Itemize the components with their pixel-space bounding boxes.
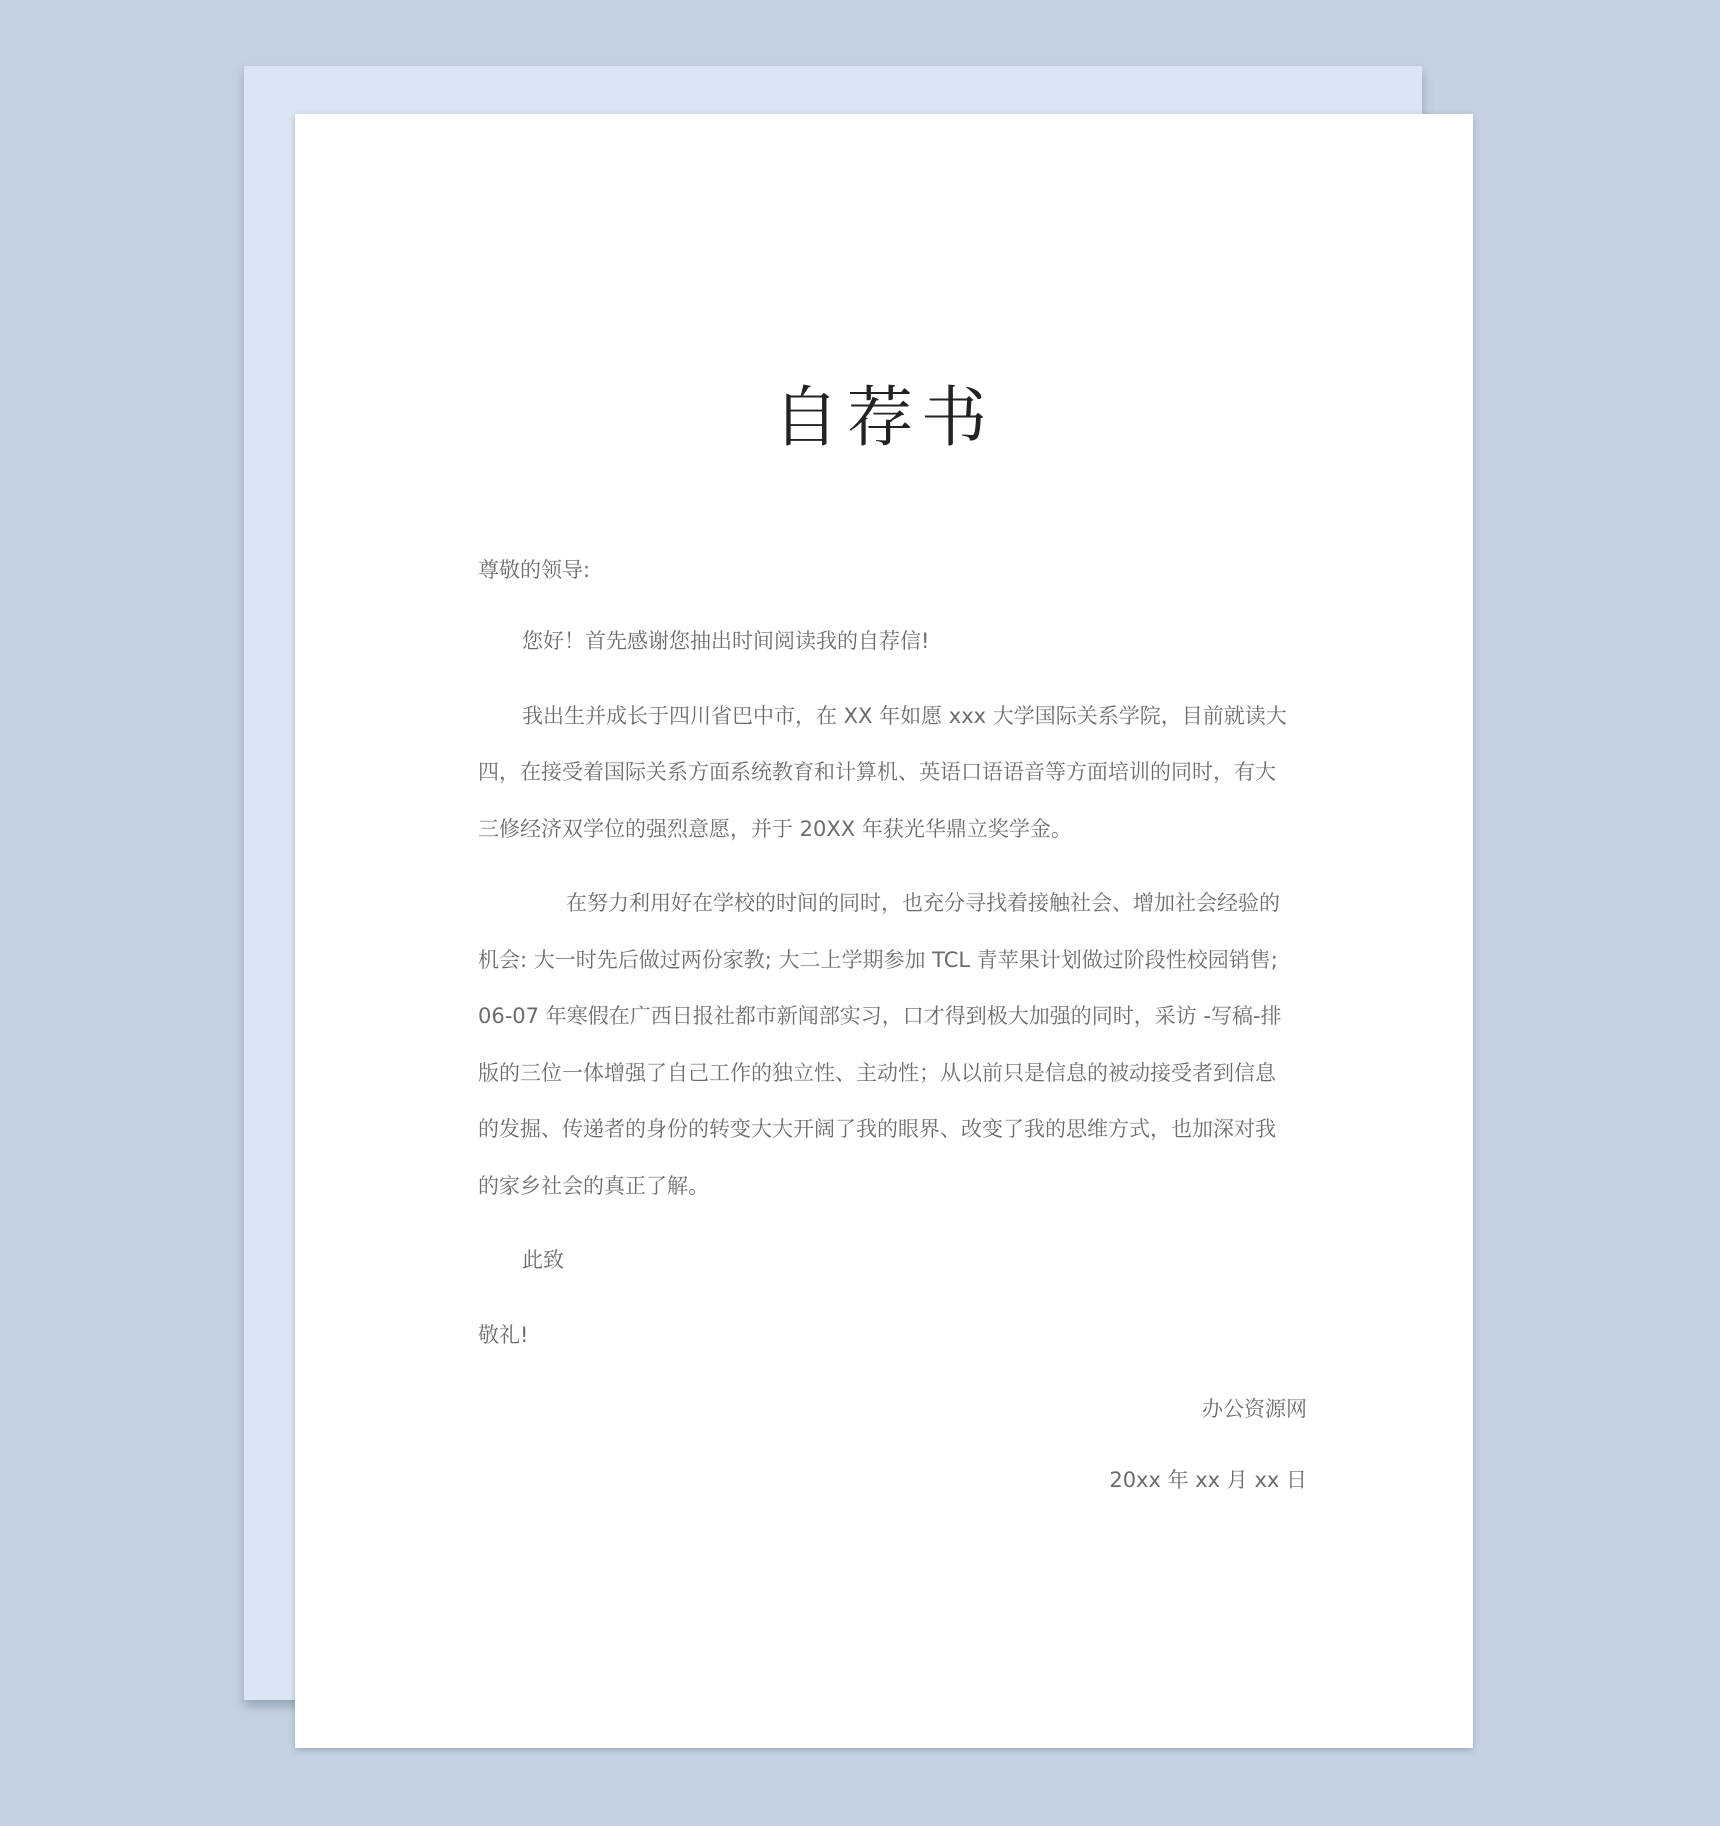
paragraph2-line6: 的家乡社会的真正了解。 — [478, 1174, 709, 1198]
closing-line-2: 敬礼! — [478, 1323, 529, 1347]
signature: 办公资源网 — [1202, 1397, 1307, 1421]
paragraph2-line1: 在努力利用好在学校的时间的同时，也充分寻找着接触社会、增加社会经验的 — [566, 891, 1280, 915]
date: 20xx 年 xx 月 xx 日 — [1109, 1468, 1307, 1492]
salutation: 尊敬的领导: — [478, 558, 591, 582]
paragraph1-line3: 三修经济双学位的强烈意愿，并于 20XX 年获光华鼎立奖学金。 — [478, 817, 1072, 841]
paragraph1-line1: 我出生并成长于四川省巴中市，在 XX 年如愿 xxx 大学国际关系学院，目前就读大 — [522, 704, 1287, 728]
greeting: 您好！首先感谢您抽出时间阅读我的自荐信! — [522, 629, 930, 653]
document-page — [295, 114, 1473, 1748]
paragraph2-line3: 06-07 年寒假在广西日报社都市新闻部实习，口才得到极大加强的同时，采访 -写稿-排 — [478, 1004, 1282, 1028]
paragraph2-line5: 的发掘、传递者的身份的转变大大开阔了我的眼界、改变了我的思维方式，也加深对我 — [478, 1117, 1276, 1141]
page-title: 自荐书 — [773, 379, 995, 456]
closing-line-1: 此致 — [522, 1248, 564, 1272]
paragraph2-line2: 机会: 大一时先后做过两份家教; 大二上学期参加 TCL 青苹果计划做过阶段性校园销售; — [478, 948, 1278, 972]
paragraph2-line4: 版的三位一体增强了自己工作的独立性、主动性；从以前只是信息的被动接受者到信息 — [478, 1061, 1276, 1085]
paragraph1-line2: 四，在接受着国际关系方面系统教育和计算机、英语口语语音等方面培训的同时，有大 — [478, 760, 1276, 784]
